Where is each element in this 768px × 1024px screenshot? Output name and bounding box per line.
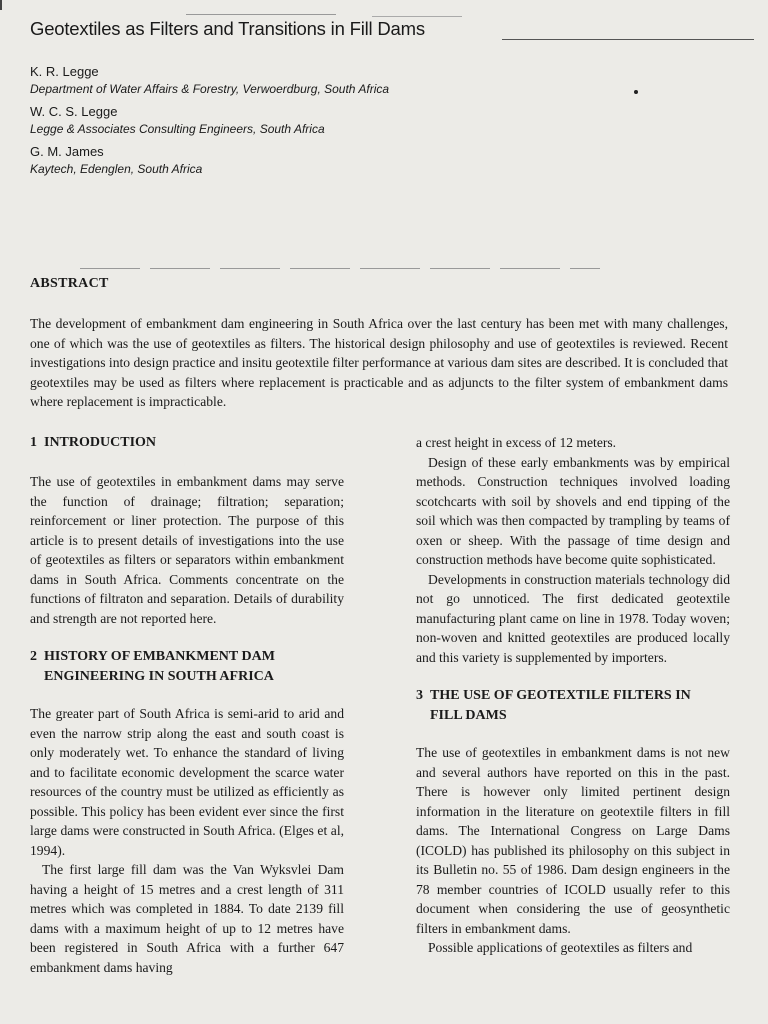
section-1-heading (30, 433, 344, 453)
top-edge-mark (0, 0, 2, 10)
section-divider (80, 268, 600, 269)
section-title: HISTORY OF EMBANKMENT DAM (44, 649, 275, 664)
paragraph: The use of geotextiles in embankment dams is not new and several authors have reported on this in the past. There is however only limited pertinent design information in the literature on geotextile filters in fill dams. The International Congress on Large Dams (ICOLD) has published its philosophy on this subject in its Bulletin no. 55 of 1986. Dam design engineers in the 78 member countries of ICOLD usually refer to this document when considering the use of geosynthetic filters in embankment dams. (416, 745, 730, 936)
section-3-heading (416, 686, 730, 725)
section-2-heading (30, 647, 344, 686)
left-column (30, 433, 344, 977)
author-name: G. M. James (30, 144, 104, 159)
section-number: 2 (30, 649, 37, 664)
section-title-cont: FILL DAMS (430, 707, 507, 723)
abstract-text: The development of embankment dam engineering in South Africa over the last century has been met with many challenges, one of which was the use of geotextiles as filters. The historical design philosophy and use of geotextiles is reviewed. Recent investigations into design practice and insitu geotextile filter performance at various dam sites are described. It is concluded that geotextiles may be used as filters where replacement is practicable and as adjuncts to the filter system of embankment dams where replacement is impracticable. (30, 316, 728, 409)
section-number: 3 (416, 688, 423, 703)
abstract-heading: ABSTRACT (30, 276, 109, 291)
paragraph: The use of geotextiles in embankment dams may serve the function of drainage; filtration; separation; reinforcement or liner protection. The purpose of this article is to present details of investigations into the use of geotextiles as filters or separators within embankment dams in South Africa. Comments concentrate on the functions of filtraton and separation. Details of durability and strength are not reported here. (30, 474, 344, 626)
paragraph: The first large fill dam was the Van Wyksvlei Dam having a height of 15 metres and a crest length of 311 metres which was completed in 1884. To date 2139 fill dams with a maximum height of up to 12 metres have been registered in South Africa with a further 647 embankment dams having (30, 862, 344, 975)
author-entry (30, 63, 530, 97)
author-entry (30, 143, 530, 177)
author-affiliation: Kaytech, Edenglen, South Africa (30, 162, 203, 176)
title-rule (502, 39, 754, 40)
right-column (416, 433, 730, 958)
author-name: K. R. Legge (30, 64, 99, 79)
author-affiliation: Legge & Associates Consulting Engineers, South Africa (30, 122, 325, 136)
paragraph: a crest height in excess of 12 meters. (416, 435, 617, 450)
paragraph: Design of these early embankments was by empirical methods. Construction techniques involved loading scotchcarts with soil by shovels and end tipping of the soil which was then compacted by trampling by teams of oxen or sheep. With the passage of time design and construction methods have become quite sophisticated. (416, 454, 730, 567)
top-dash-rule-2 (372, 16, 462, 17)
section-title: INTRODUCTION (44, 435, 157, 450)
author-list (30, 63, 530, 183)
paper-title: Geotextiles as Filters and Transitions in Fill Dams (30, 18, 425, 39)
top-dash-rule (186, 14, 336, 15)
paragraph: The greater part of South Africa is semi-arid to arid and even the narrow strip along the east and south coast is only moderately wet. To enhance the standard of living and to facilitate economic development the scarce water resources of the country must be utilized as efficiently as possible. This policy has been evident ever since the first large dams were constructed in South Africa. (Elges et al, 1994). (30, 706, 344, 858)
paragraph: Developments in construction materials technology did not go unnoticed. The first dedicated geotextile manufacturing plant came on line in 1978. Today woven; non-woven and knitted geotextiles are produced locally and this variety is supplemented by importers. (416, 571, 730, 665)
paragraph: Possible applications of geotextiles as filters and (428, 940, 693, 955)
scan-speck (634, 90, 638, 94)
section-title: THE USE OF GEOTEXTILE FILTERS IN (430, 688, 691, 703)
author-affiliation: Department of Water Affairs & Forestry, Verwoerdburg, South Africa (30, 82, 390, 96)
author-entry (30, 103, 530, 137)
author-name: W. C. S. Legge (30, 104, 118, 119)
section-number: 1 (30, 435, 37, 450)
section-title-cont: ENGINEERING IN SOUTH AFRICA (44, 668, 274, 684)
